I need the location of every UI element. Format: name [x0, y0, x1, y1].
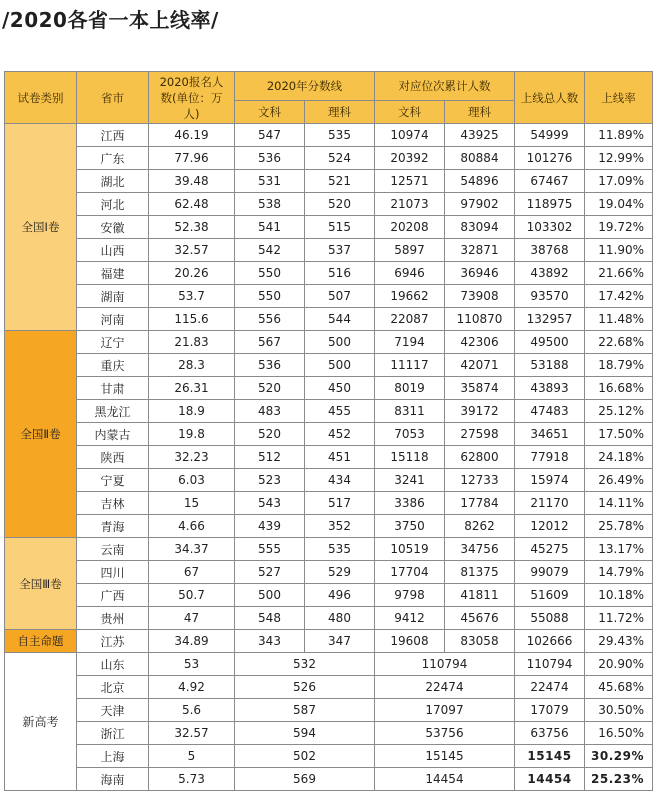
total-cell: 17079 [515, 699, 585, 722]
applicants-cell: 34.37 [149, 538, 235, 561]
total-cell: 93570 [515, 285, 585, 308]
total-cell: 103302 [515, 216, 585, 239]
rate-cell: 45.68% [585, 676, 653, 699]
applicants-cell: 15 [149, 492, 235, 515]
table-row [5, 377, 653, 400]
total-cell: 15974 [515, 469, 585, 492]
province-cell: 黑龙江 [77, 400, 149, 423]
science-score-cell: 507 [305, 285, 375, 308]
science-rank-cell: 42071 [445, 354, 515, 377]
score-line-cell: 587 [235, 699, 375, 722]
rate-cell: 25.23% [585, 768, 653, 791]
arts-score-cell: 536 [235, 147, 305, 170]
total-cell: 51609 [515, 584, 585, 607]
science-score-cell: 535 [305, 538, 375, 561]
table-row [5, 400, 653, 423]
header-total: 上线总人数 [515, 72, 585, 124]
applicants-cell: 18.9 [149, 400, 235, 423]
rate-cell: 30.50% [585, 699, 653, 722]
rate-cell: 11.89% [585, 124, 653, 147]
rate-cell: 21.66% [585, 262, 653, 285]
rate-cell: 11.48% [585, 308, 653, 331]
table-row [5, 768, 653, 791]
science-rank-cell: 80884 [445, 147, 515, 170]
category-cell: 全国Ⅰ卷 [5, 124, 77, 331]
science-score-cell: 450 [305, 377, 375, 400]
science-rank-cell: 32871 [445, 239, 515, 262]
science-score-cell: 480 [305, 607, 375, 630]
rate-cell: 22.68% [585, 331, 653, 354]
rate-cell: 17.50% [585, 423, 653, 446]
science-score-cell: 451 [305, 446, 375, 469]
table-row [5, 538, 653, 561]
applicants-cell: 4.92 [149, 676, 235, 699]
science-score-cell: 500 [305, 331, 375, 354]
total-cell: 101276 [515, 147, 585, 170]
science-rank-cell: 17784 [445, 492, 515, 515]
total-cell: 12012 [515, 515, 585, 538]
province-cell: 江西 [77, 124, 149, 147]
province-cell: 山东 [77, 653, 149, 676]
arts-score-cell: 512 [235, 446, 305, 469]
arts-score-cell: 523 [235, 469, 305, 492]
science-rank-cell: 35874 [445, 377, 515, 400]
page-title: /2020各省一本上线率/ [2, 8, 219, 32]
science-score-cell: 347 [305, 630, 375, 653]
province-cell: 海南 [77, 768, 149, 791]
applicants-cell: 62.48 [149, 193, 235, 216]
science-rank-cell: 83094 [445, 216, 515, 239]
applicants-cell: 32.23 [149, 446, 235, 469]
table-row [5, 446, 653, 469]
table-row [5, 469, 653, 492]
arts-score-cell: 550 [235, 285, 305, 308]
science-rank-cell: 34756 [445, 538, 515, 561]
header-score-arts: 文科 [235, 101, 305, 124]
arts-rank-cell: 11117 [375, 354, 445, 377]
arts-score-cell: 343 [235, 630, 305, 653]
science-score-cell: 516 [305, 262, 375, 285]
rank-cell: 14454 [375, 768, 515, 791]
science-score-cell: 529 [305, 561, 375, 584]
total-cell: 43892 [515, 262, 585, 285]
province-cell: 吉林 [77, 492, 149, 515]
science-rank-cell: 43925 [445, 124, 515, 147]
score-line-cell: 569 [235, 768, 375, 791]
applicants-cell: 50.7 [149, 584, 235, 607]
science-score-cell: 515 [305, 216, 375, 239]
science-rank-cell: 36946 [445, 262, 515, 285]
applicants-cell: 5 [149, 745, 235, 768]
science-rank-cell: 39172 [445, 400, 515, 423]
arts-rank-cell: 3750 [375, 515, 445, 538]
province-cell: 湖北 [77, 170, 149, 193]
header-rank-arts: 文科 [375, 101, 445, 124]
arts-score-cell: 555 [235, 538, 305, 561]
arts-rank-cell: 7053 [375, 423, 445, 446]
arts-score-cell: 548 [235, 607, 305, 630]
arts-score-cell: 483 [235, 400, 305, 423]
rank-cell: 22474 [375, 676, 515, 699]
table-header [5, 72, 653, 124]
applicants-cell: 39.48 [149, 170, 235, 193]
rank-cell: 53756 [375, 722, 515, 745]
science-rank-cell: 62800 [445, 446, 515, 469]
total-cell: 63756 [515, 722, 585, 745]
rate-cell: 14.79% [585, 561, 653, 584]
rate-cell: 14.11% [585, 492, 653, 515]
table-row [5, 584, 653, 607]
province-cell: 河南 [77, 308, 149, 331]
total-cell: 15145 [515, 745, 585, 768]
table-row [5, 561, 653, 584]
applicants-cell: 20.26 [149, 262, 235, 285]
score-line-cell: 532 [235, 653, 375, 676]
science-rank-cell: 45676 [445, 607, 515, 630]
arts-rank-cell: 19608 [375, 630, 445, 653]
applicants-cell: 5.6 [149, 699, 235, 722]
rate-cell: 19.72% [585, 216, 653, 239]
science-rank-cell: 81375 [445, 561, 515, 584]
science-score-cell: 544 [305, 308, 375, 331]
rate-cell: 26.49% [585, 469, 653, 492]
arts-score-cell: 542 [235, 239, 305, 262]
total-cell: 77918 [515, 446, 585, 469]
applicants-cell: 19.8 [149, 423, 235, 446]
arts-score-cell: 567 [235, 331, 305, 354]
rate-cell: 16.68% [585, 377, 653, 400]
arts-rank-cell: 9798 [375, 584, 445, 607]
science-rank-cell: 83058 [445, 630, 515, 653]
science-score-cell: 520 [305, 193, 375, 216]
table-row [5, 308, 653, 331]
total-cell: 47483 [515, 400, 585, 423]
applicants-cell: 28.3 [149, 354, 235, 377]
science-rank-cell: 27598 [445, 423, 515, 446]
rate-cell: 10.18% [585, 584, 653, 607]
arts-score-cell: 547 [235, 124, 305, 147]
header-applicants-label: 2020报名人数(单位：万人) [159, 74, 224, 121]
total-cell: 22474 [515, 676, 585, 699]
rate-cell: 20.90% [585, 653, 653, 676]
rate-cell: 11.90% [585, 239, 653, 262]
total-cell: 102666 [515, 630, 585, 653]
header-score-line: 2020年分数线 [235, 72, 375, 101]
table-row [5, 722, 653, 745]
table-row [5, 262, 653, 285]
table-row [5, 492, 653, 515]
science-score-cell: 455 [305, 400, 375, 423]
rank-cell: 17097 [375, 699, 515, 722]
total-cell: 14454 [515, 768, 585, 791]
province-cell: 云南 [77, 538, 149, 561]
arts-score-cell: 520 [235, 423, 305, 446]
science-rank-cell: 8262 [445, 515, 515, 538]
total-cell: 55088 [515, 607, 585, 630]
arts-rank-cell: 20208 [375, 216, 445, 239]
province-cell: 四川 [77, 561, 149, 584]
arts-rank-cell: 6946 [375, 262, 445, 285]
applicants-cell: 6.03 [149, 469, 235, 492]
table-row [5, 239, 653, 262]
table-row [5, 699, 653, 722]
rate-cell: 25.12% [585, 400, 653, 423]
science-score-cell: 521 [305, 170, 375, 193]
arts-score-cell: 550 [235, 262, 305, 285]
science-rank-cell: 41811 [445, 584, 515, 607]
province-cell: 江苏 [77, 630, 149, 653]
province-cell: 陕西 [77, 446, 149, 469]
header-score-science: 理科 [305, 101, 375, 124]
header-rate: 上线率 [585, 72, 653, 124]
science-score-cell: 535 [305, 124, 375, 147]
header-rank: 对应位次累计人数 [375, 72, 515, 101]
rate-cell: 19.04% [585, 193, 653, 216]
applicants-cell: 32.57 [149, 722, 235, 745]
arts-score-cell: 543 [235, 492, 305, 515]
score-line-cell: 526 [235, 676, 375, 699]
rate-cell: 11.72% [585, 607, 653, 630]
province-cell: 广东 [77, 147, 149, 170]
applicants-cell: 46.19 [149, 124, 235, 147]
applicants-cell: 53 [149, 653, 235, 676]
science-score-cell: 524 [305, 147, 375, 170]
header-rank-science: 理科 [445, 101, 515, 124]
arts-rank-cell: 3241 [375, 469, 445, 492]
arts-rank-cell: 10974 [375, 124, 445, 147]
arts-rank-cell: 17704 [375, 561, 445, 584]
table-row [5, 124, 653, 147]
rate-cell: 12.99% [585, 147, 653, 170]
header-applicants [149, 72, 235, 124]
rate-cell: 17.09% [585, 170, 653, 193]
arts-score-cell: 527 [235, 561, 305, 584]
rank-cell: 110794 [375, 653, 515, 676]
category-cell: 自主命题 [5, 630, 77, 653]
arts-rank-cell: 10519 [375, 538, 445, 561]
rate-cell: 13.17% [585, 538, 653, 561]
table-row [5, 285, 653, 308]
arts-rank-cell: 7194 [375, 331, 445, 354]
category-cell: 全国Ⅱ卷 [5, 331, 77, 538]
header-category: 试卷类别 [5, 72, 77, 124]
science-rank-cell: 73908 [445, 285, 515, 308]
science-score-cell: 517 [305, 492, 375, 515]
arts-rank-cell: 8019 [375, 377, 445, 400]
applicants-cell: 32.57 [149, 239, 235, 262]
applicants-cell: 53.7 [149, 285, 235, 308]
arts-rank-cell: 9412 [375, 607, 445, 630]
applicants-cell: 67 [149, 561, 235, 584]
science-score-cell: 496 [305, 584, 375, 607]
applicants-cell: 47 [149, 607, 235, 630]
total-cell: 110794 [515, 653, 585, 676]
table-row [5, 607, 653, 630]
total-cell: 34651 [515, 423, 585, 446]
total-cell: 67467 [515, 170, 585, 193]
arts-score-cell: 500 [235, 584, 305, 607]
table-row [5, 170, 653, 193]
province-cell: 甘肃 [77, 377, 149, 400]
arts-rank-cell: 19662 [375, 285, 445, 308]
total-cell: 54999 [515, 124, 585, 147]
province-cell: 北京 [77, 676, 149, 699]
score-line-cell: 594 [235, 722, 375, 745]
table-row [5, 147, 653, 170]
rate-cell: 29.43% [585, 630, 653, 653]
rate-cell: 30.29% [585, 745, 653, 768]
province-cell: 宁夏 [77, 469, 149, 492]
science-score-cell: 352 [305, 515, 375, 538]
arts-rank-cell: 5897 [375, 239, 445, 262]
header-province: 省市 [77, 72, 149, 124]
province-cell: 山西 [77, 239, 149, 262]
rate-cell: 24.18% [585, 446, 653, 469]
total-cell: 99079 [515, 561, 585, 584]
category-cell: 全国Ⅲ卷 [5, 538, 77, 630]
science-score-cell: 537 [305, 239, 375, 262]
table-row [5, 630, 653, 653]
rate-cell: 25.78% [585, 515, 653, 538]
rank-cell: 15145 [375, 745, 515, 768]
applicants-cell: 77.96 [149, 147, 235, 170]
table-row [5, 354, 653, 377]
applicants-cell: 21.83 [149, 331, 235, 354]
science-score-cell: 434 [305, 469, 375, 492]
applicants-cell: 34.89 [149, 630, 235, 653]
rate-cell: 16.50% [585, 722, 653, 745]
applicants-cell: 5.73 [149, 768, 235, 791]
table-row [5, 216, 653, 239]
total-cell: 43893 [515, 377, 585, 400]
science-rank-cell: 12733 [445, 469, 515, 492]
total-cell: 21170 [515, 492, 585, 515]
applicants-cell: 115.6 [149, 308, 235, 331]
arts-rank-cell: 8311 [375, 400, 445, 423]
arts-rank-cell: 22087 [375, 308, 445, 331]
province-cell: 贵州 [77, 607, 149, 630]
province-cell: 内蒙古 [77, 423, 149, 446]
science-score-cell: 500 [305, 354, 375, 377]
science-rank-cell: 97902 [445, 193, 515, 216]
arts-score-cell: 541 [235, 216, 305, 239]
total-cell: 49500 [515, 331, 585, 354]
total-cell: 118975 [515, 193, 585, 216]
table-row [5, 676, 653, 699]
rate-cell: 17.42% [585, 285, 653, 308]
rate-cell: 18.79% [585, 354, 653, 377]
province-cell: 广西 [77, 584, 149, 607]
arts-rank-cell: 15118 [375, 446, 445, 469]
table-row [5, 423, 653, 446]
applicants-cell: 52.38 [149, 216, 235, 239]
total-cell: 53188 [515, 354, 585, 377]
province-cell: 上海 [77, 745, 149, 768]
arts-score-cell: 538 [235, 193, 305, 216]
total-cell: 45275 [515, 538, 585, 561]
score-line-cell: 502 [235, 745, 375, 768]
science-score-cell: 452 [305, 423, 375, 446]
province-cell: 青海 [77, 515, 149, 538]
province-cell: 天津 [77, 699, 149, 722]
table-row [5, 745, 653, 768]
table-row [5, 331, 653, 354]
science-rank-cell: 110870 [445, 308, 515, 331]
province-cell: 福建 [77, 262, 149, 285]
applicants-cell: 26.31 [149, 377, 235, 400]
table-body [5, 124, 653, 791]
province-cell: 湖南 [77, 285, 149, 308]
province-cell: 浙江 [77, 722, 149, 745]
table-row [5, 515, 653, 538]
province-cell: 河北 [77, 193, 149, 216]
arts-rank-cell: 20392 [375, 147, 445, 170]
arts-score-cell: 439 [235, 515, 305, 538]
arts-rank-cell: 3386 [375, 492, 445, 515]
science-rank-cell: 54896 [445, 170, 515, 193]
province-cell: 辽宁 [77, 331, 149, 354]
applicants-cell: 4.66 [149, 515, 235, 538]
province-cell: 重庆 [77, 354, 149, 377]
table-row [5, 653, 653, 676]
arts-score-cell: 531 [235, 170, 305, 193]
arts-score-cell: 520 [235, 377, 305, 400]
table-row [5, 193, 653, 216]
province-cell: 安徽 [77, 216, 149, 239]
category-cell: 新高考 [5, 653, 77, 791]
arts-rank-cell: 21073 [375, 193, 445, 216]
arts-score-cell: 536 [235, 354, 305, 377]
total-cell: 38768 [515, 239, 585, 262]
admission-rate-table [4, 71, 653, 791]
arts-rank-cell: 12571 [375, 170, 445, 193]
arts-score-cell: 556 [235, 308, 305, 331]
science-rank-cell: 42306 [445, 331, 515, 354]
total-cell: 132957 [515, 308, 585, 331]
